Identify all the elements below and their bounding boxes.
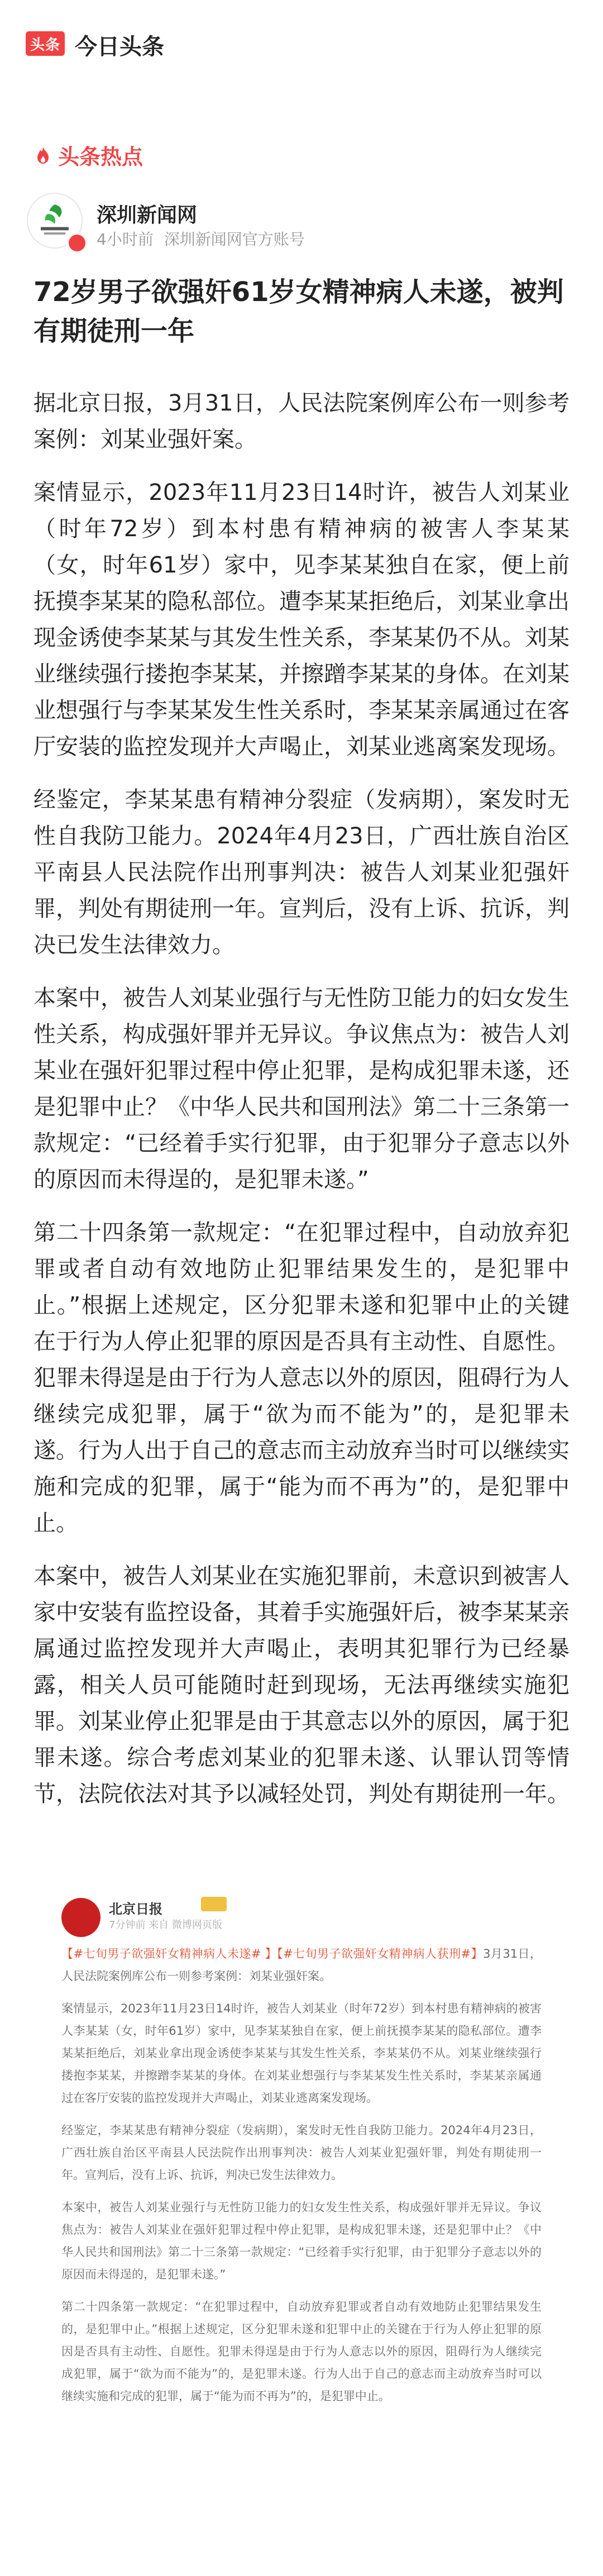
flame-icon [34,146,52,165]
embedded-weibo-screenshot[interactable] [34,1877,570,2576]
author-name[interactable]: 深圳新闻网 [97,204,198,227]
embed-meta: 7分钟前 来自 微博网页版 [109,1919,222,1931]
embed-paragraph: 第二十四条第一款规定：“在犯罪过程中，自动放弃犯罪或者自动有效地防止犯罪结果发生的，是犯罪中止。”根据上述规定，区分犯罪未遂和犯罪中止的关键在于行为人停止犯罪的原因是否具有主动性、自愿性。犯罪未得逞是由于行为人意志以外的原因，阻碍行为人继续完成犯罪，属于“欲为而不能为”的，是犯罪未遂。行为人出于自己的意志而主动放弃当时可以继续实施和完成的犯罪，属于“能为而不再为”的，是犯罪中止。 [61,2300,542,2403]
author-card[interactable] [27,193,580,254]
article-paragraph: 案情显示，2023年11月23日14时许，被告人刘某业（时年72岁）到本村患有精神病的被害人李某某（女，时年61岁）家中，见李某某独自在家，便上前抚摸李某某的隐私部位。遭李某某拒绝后，刘某业拿出现金诱使李某某与其发生性关系，李某某仍不从。刘某业继续强行搂抱李某某，并擦蹭李某某的身体。在刘某业想强行与李某某发生性关系时，李某某亲属通过在客厅安装的监控发现并大声喝止，刘某业逃离案发现场。 [34,480,570,760]
embed-hashtags: 【#七旬男子欲强奸女精神病人未遂# 】【#七旬男子欲强奸女精神病人获刑#】 [61,1947,484,1960]
embed-vip-badge-icon [201,1897,227,1911]
embed-paragraph: 案情显示，2023年11月23日14时许，被告人刘某业（时年72岁）到本村患有精神病的被害人李某某（女，时年61岁）家中，见李某某独自在家，便上前抚摸李某某的隐私部位。遭李某某拒绝后，刘某业拿出现金诱使李某某与其发生性关系，李某某仍不从。刘某业继续强行搂抱李某某，并擦蹭李某某的身体。在刘某业想强行与李某某发生性关系时，李某某亲属通过在客厅安装的监控发现并大声喝止，刘某业逃离案发现场。 [61,2002,542,2105]
app-header [0,0,603,66]
article-paragraph: 经鉴定，李某某患有精神分裂症（发病期），案发时无性自我防卫能力。2024年4月23日，广西壮族自治区平南县人民法院作出刑事判决：被告人刘某业犯强奸罪，判处有期徒刑一年。宣判后，没有上诉、抗诉，判决已发生法律效力。 [34,787,570,958]
verified-badge-icon [67,233,87,253]
article-paragraph: 第二十四条第一款规定：“在犯罪过程中，自动放弃犯罪或者自动有效地防止犯罪结果发生的，是犯罪中止。”根据上述规定，区分犯罪未遂和犯罪中止的关键在于行为人停止犯罪的原因是否具有主动性、自愿性。犯罪未得逞是由于行为人意志以外的原因，阻碍行为人继续完成犯罪，属于“欲为而不能为”的，是犯罪未遂。行为人出于自己的意志而主动放弃当时可以继续实施和完成的犯罪，属于“能为而不再为”的，是犯罪中止。 [34,1220,570,1536]
embed-paragraph: 经鉴定，李某某患有精神分裂症（发病期），案发时无性自我防卫能力。2024年4月23日，广西壮族自治区平南县人民法院作出刑事判决：被告人刘某业犯强奸罪，判处有期徒刑一年。宣判后，没有上诉、抗诉，判决已发生法律效力。 [61,2124,542,2182]
embed-author-name: 北京日报 [109,1901,162,1917]
article-paragraph: 本案中，被告人刘某业在实施犯罪前，未意识到被害人家中安装有监控设备，其着手实施强奸后，被李某某亲属通过监控发现并大声喝止，表明其犯罪行为已经暴露，相关人员可能随时赶到现场，无法再继续实施犯罪。刘某业停止犯罪是由于其意志以外的原因，属于犯罪未遂。综合考虑刘某业的犯罪未遂、认罪认罚等情节，法院依法对其予以减轻处罚，判处有期徒刑一年。 [34,1563,570,1807]
hot-topic-label: 头条热点 [58,145,143,169]
embed-text [61,1943,542,2417]
app-logo[interactable]: 头条 [26,31,65,56]
hot-topic-banner[interactable] [34,140,143,170]
article-body [34,385,570,1829]
publish-time: 4小时前 [97,230,154,249]
embed-avatar [61,1898,100,1937]
author-avatar[interactable] [27,193,83,249]
author-description: 深圳新闻网官方账号 [164,230,305,249]
embed-lead [61,1943,542,1987]
article-paragraph: 本案中，被告人刘某业强行与无性防卫能力的妇女发生性关系，构成强奸罪并无异议。争议焦点为：被告人刘某业在强奸犯罪过程中停止犯罪，是构成犯罪未遂，还是犯罪中止？《中华人民共和国刑法》第二十三条第一款规定：“已经着手实行犯罪，由于犯罪分子意志以外的原因而未得逞的，是犯罪未遂。” [34,985,570,1192]
app-name: 今日头条 [75,34,164,60]
article-paragraph: 据北京日报，3月31日，人民法院案例库公布一则参考案例：刘某业强奸案。 [34,390,570,452]
author-meta [97,227,305,250]
article-title: 72岁男子欲强奸61岁女精神病人未遂，被判有期徒刑一年 [34,276,564,347]
embed-lead-text: 3月31日，人民法院案例库公布一则参考案例：刘某业强奸案。 [61,1947,542,1983]
embed-paragraph: 本案中，被告人刘某业强行与无性防卫能力的妇女发生性关系，构成强奸罪并无异议。争议焦点为：被告人刘某业在强奸犯罪过程中停止犯罪，是构成犯罪未遂，还是犯罪中止？《中华人民共和国刑法》第二十三条第一款规定：“已经着手实行犯罪，由于犯罪分子意志以外的原因而未得逞的，是犯罪未遂。” [61,2201,542,2281]
